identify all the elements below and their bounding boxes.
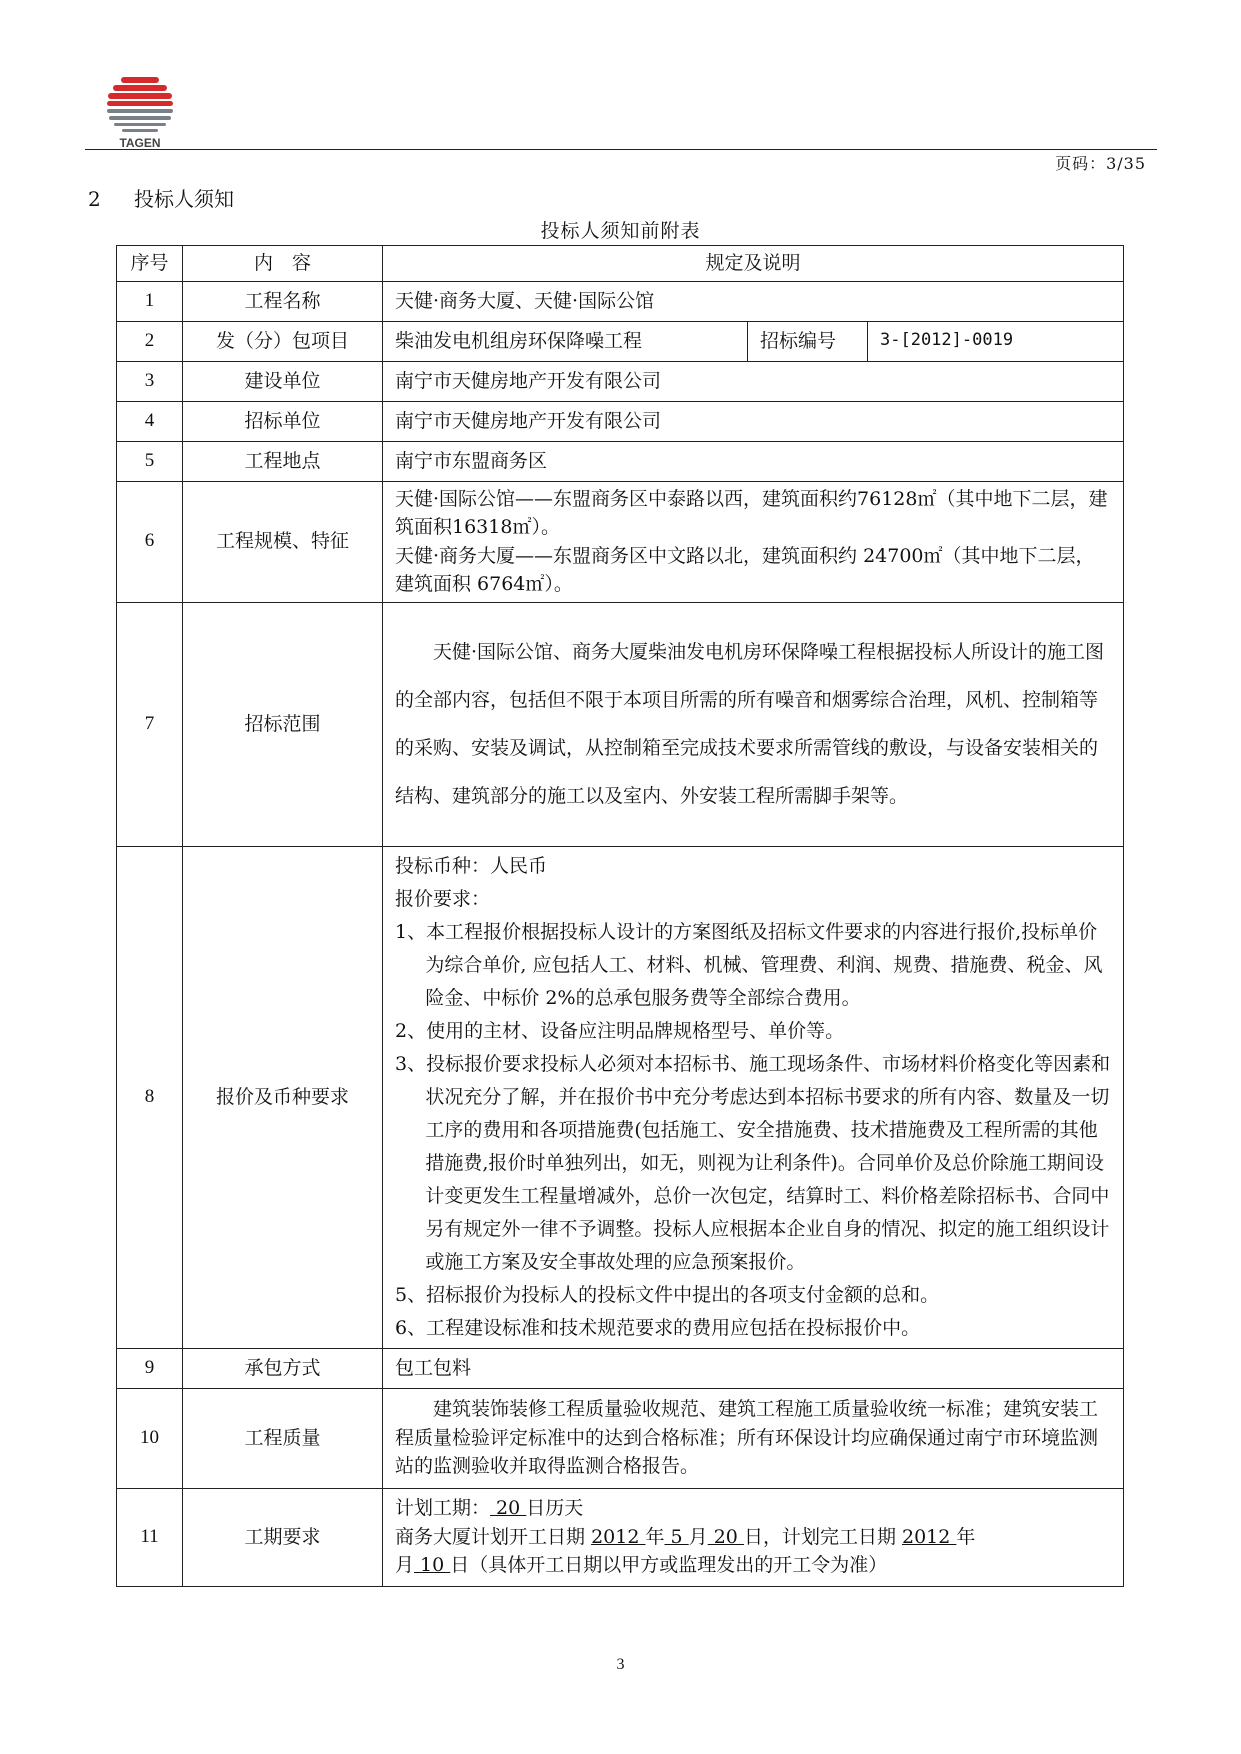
table-header-row xyxy=(117,246,1124,282)
row-item: 工程规模、特征 xyxy=(183,481,383,602)
row-item: 发（分）包项目 xyxy=(183,321,383,361)
row-number: 8 xyxy=(117,846,183,1348)
row-value: 建筑装饰装修工程质量验收规范、建筑工程施工质量验收统一标准；建筑安装工程质量检验评定标准中的达到合格标准；所有环保设计均应确保通过南宁市环境监测站的监测验收并取得监测合格报告。 xyxy=(383,1388,1124,1488)
row-number: 5 xyxy=(117,441,183,481)
tagen-logo xyxy=(105,75,175,150)
row-number: 6 xyxy=(117,481,183,602)
row-number: 3 xyxy=(117,361,183,401)
header-rule xyxy=(85,149,1157,150)
currency-text: 投标币种：人民币 xyxy=(395,854,548,877)
section-title xyxy=(88,183,234,212)
scope-text: 天健·国际公馆、商务大厦柴油发电机房环保降噪工程根据投标人所设计的施工图的全部内容，包括但不限于本项目所需的所有噪音和烟雾综合治理，风机、控制箱等的采购、安装及调试，从控制箱至完成技术要求所需管线的敷设，与设备安装相关的结构、建筑部分的施工以及室内、外安装工程所需脚手架等。 xyxy=(395,641,1105,807)
svg-text:TAGEN: TAGEN xyxy=(119,136,161,150)
start-year: 2012 xyxy=(591,1525,646,1548)
row-item: 招标单位 xyxy=(183,401,383,441)
start-month: 5 xyxy=(664,1525,689,1548)
row-value xyxy=(383,846,1124,1348)
row-number: 10 xyxy=(117,1388,183,1488)
end-date-line: 月 10 日（具体开工日期以甲方或监理发出的开工令为准） xyxy=(395,1554,888,1577)
tender-number-label: 招标编号 xyxy=(748,321,868,361)
row-value: 南宁市东盟商务区 xyxy=(383,441,1124,481)
table-row xyxy=(117,1388,1124,1488)
row-value: 柴油发电机组房环保降噪工程 xyxy=(383,321,748,361)
table-row xyxy=(117,481,1124,602)
tender-info-table xyxy=(116,245,1124,1587)
row-number: 11 xyxy=(117,1488,183,1586)
row-number: 4 xyxy=(117,401,183,441)
row-number: 7 xyxy=(117,602,183,846)
pricing-item-5: 5、招标报价为投标人的投标文件中提出的各项支付金额的总和。 xyxy=(395,1283,940,1306)
row-number: 9 xyxy=(117,1348,183,1388)
table-row xyxy=(117,361,1124,401)
pricing-item-3: 3、投标报价要求投标人必须对本招标书、施工现场条件、市场材料价格变化等因素和状况充分了解，并在报价书中充分考虑达到本招标书要求的所有内容、数量及一切工序的费用和各项措施费(包括施工、安全措施费、技术措施费及工程所需的其他措施费,报价时单独列出，如无，则视为让利条件)。合同单价及总价除施工期间设计变更发生工程量增减外，总价一次包定，结算时工、料价格差除招标书、合同中另有规定外一律不予调整。投标人应根据本企业自身的情况、拟定的施工组织设计或施工方案及安全事故处理的应急预案报价。 xyxy=(395,1052,1111,1273)
table-row xyxy=(117,602,1124,846)
row-item: 工程名称 xyxy=(183,281,383,321)
pricing-item-2: 2、使用的主材、设备应注明品牌规格型号、单价等。 xyxy=(395,1019,845,1042)
pricing-item-6: 6、工程建设标准和技术规范要求的费用应包括在投标报价中。 xyxy=(395,1316,921,1339)
row-number: 2 xyxy=(117,321,183,361)
row-value: 包工包料 xyxy=(383,1348,1124,1388)
section-title-text: 投标人须知 xyxy=(134,187,234,211)
page-number: 3 xyxy=(616,1656,625,1673)
table-row xyxy=(117,1348,1124,1388)
row-value xyxy=(383,481,1124,602)
row-value xyxy=(383,1488,1124,1586)
scale-paragraph-2: 天健·商务大厦——东盟商务区中文路以北，建筑面积约 24700㎡（其中地下二层，建筑面积 6764㎡）。 xyxy=(395,544,1095,595)
start-day: 20 xyxy=(707,1525,744,1548)
table-title: 投标人须知前附表 xyxy=(540,220,701,242)
row-item: 工期要求 xyxy=(183,1488,383,1586)
scale-paragraph-1: 天健·国际公馆——东盟商务区中泰路以西，建筑面积约76128㎡（其中地下二层，建筑面积16318㎡）。 xyxy=(395,487,1108,538)
row-value: 南宁市天健房地产开发有限公司 xyxy=(383,361,1124,401)
planned-days: 20 xyxy=(490,1497,527,1520)
planned-duration: 计划工期： 20 日历天 xyxy=(395,1497,584,1520)
row-item: 工程质量 xyxy=(183,1388,383,1488)
col-header-no: 序号 xyxy=(117,246,183,282)
pricing-item-1: 1、本工程报价根据投标人设计的方案图纸及招标文件要求的内容进行报价,投标单价为综合单价, 应包括人工、材料、机械、管理费、利润、规费、措施费、税金、风险金、中标价 2%的总承包服务费等全部综合费用。 xyxy=(395,920,1103,1009)
row-item: 工程地点 xyxy=(183,441,383,481)
table-row xyxy=(117,281,1124,321)
table-row xyxy=(117,401,1124,441)
row-item: 招标范围 xyxy=(183,602,383,846)
row-value: 南宁市天健房地产开发有限公司 xyxy=(383,401,1124,441)
pricing-req-title: 报价要求： xyxy=(395,887,491,910)
row-item: 建设单位 xyxy=(183,361,383,401)
table-row xyxy=(117,846,1124,1348)
section-number: 2 xyxy=(88,187,101,211)
col-header-content: 内 容 xyxy=(183,246,383,282)
page-code: 页码：3/35 xyxy=(1055,154,1146,173)
row-number: 1 xyxy=(117,281,183,321)
end-year: 2012 xyxy=(902,1525,957,1548)
tender-number-value: 3-[2012]-0019 xyxy=(868,321,1124,361)
start-end-dates: 商务大厦计划开工日期 2012 年 5 月 20 日，计划完工日期 2012 年 xyxy=(395,1525,976,1548)
end-day: 10 xyxy=(414,1554,451,1577)
row-item: 报价及币种要求 xyxy=(183,846,383,1348)
row-item: 承包方式 xyxy=(183,1348,383,1388)
table-row xyxy=(117,1488,1124,1586)
row-value: 天健·商务大厦、天健·国际公馆 xyxy=(383,281,1124,321)
table-row xyxy=(117,441,1124,481)
table-row xyxy=(117,321,1124,361)
row-value xyxy=(383,602,1124,846)
col-header-description: 规定及说明 xyxy=(383,246,1124,282)
